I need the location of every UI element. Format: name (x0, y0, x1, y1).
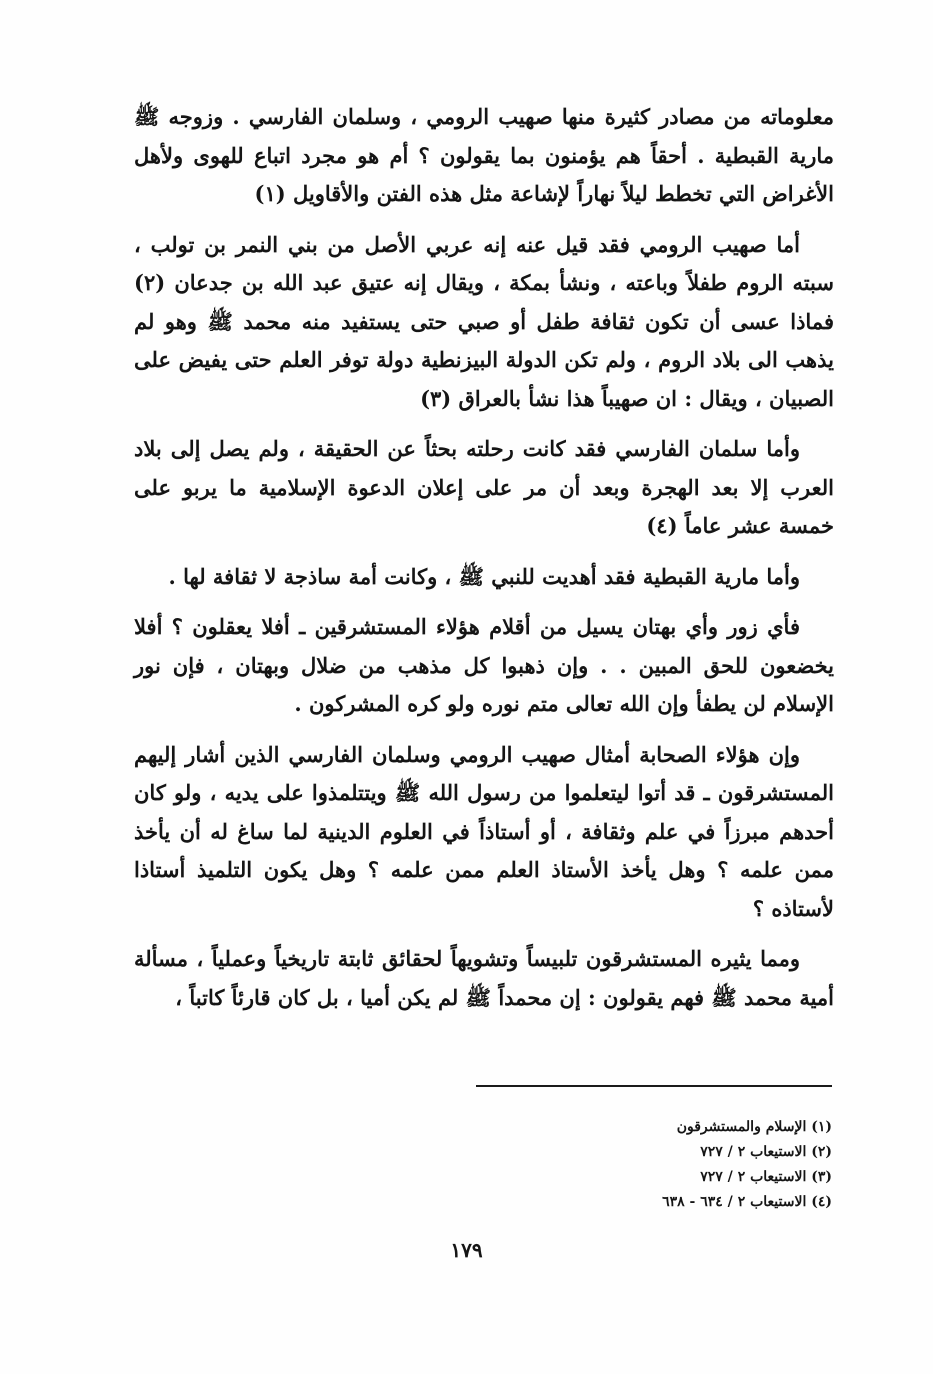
footnote-2: (٢) الاستيعاب ٢ / ٧٢٧ (700, 1144, 832, 1160)
paragraph-2: أما صهيب الرومي فقد قيل عنه إنه عربي الأصل من بني النمر بن تولب ، سبته الروم طفلاً وباعته ، ونشأ بمكة ، ويقال إنه عتيق عبد الله بن جدعان (٢) فماذا عسى أن تكون ثقافة طفل أو صبي حتى يستفيد منه محمد ﷺ وهو لم يذهب الى بلاد الروم ، ولم تكن الدولة البيزنطية دولة توفر العلم حتى يفيض على الصبيان ، ويقال : ان صهيباً هذا نشأ بالعراق (٣) (134, 231, 834, 411)
paragraph-1: معلوماته من مصادر كثيرة منها صهيب الرومي ، وسلمان الفارسي . وزوجه ﷺ مارية القبطية . أحقاً هم يؤمنون بما يقولون ؟ أم هو مجرد اتباع للهوى ولأهل الأغراض التي تخطط ليلاً نهاراً لإشاعة مثل هذه الفتن والأقاويل (١) (134, 104, 834, 206)
paragraph-3: وأما سلمان الفارسي فقد كانت رحلته بحثاً عن الحقيقة ، ولم يصل إلى بلاد العرب إلا بعد الهجرة وبعد أن مر على إعلان الدعوة الإسلامية ما يربو على خمسة عشر عاماً (٤) (134, 436, 834, 538)
paragraph-6: وإن هؤلاء الصحابة أمثال صهيب الرومي وسلمان الفارسي الذين أشار إليهم المستشرقون ـ قد أتوا ليتعلموا من رسول الله ﷺ ويتتلمذوا على يديه ، ولو كان أحدهم مبرزاً في علم وثقافة ، أو أستاذاً في العلوم الدينية لما ساغ له أن يأخذ ممن علمه ؟ وهل يأخذ الأستاذ العلم ممن علمه ؟ وهل يكون التلميذ أستاذا لأستاذه ؟ (134, 741, 834, 921)
paragraph-7: ومما يثيره المستشرقون تلبيساً وتشويهاً لحقائق ثابتة تاريخياً وعملياً ، مسألة أمية محمد ﷺ فهم يقولون : إن محمداً ﷺ لم يكن أميا ، بل كان قارئاً كاتباً ، (134, 946, 834, 1010)
footnotes (500, 1115, 832, 1215)
footnote-1: (١) الإسلام والمستشرقون (676, 1119, 832, 1135)
footnote-4: (٤) الاستيعاب ٢ / ٦٣٤ - ٦٣٨ (662, 1194, 832, 1210)
footnote-divider (476, 1085, 832, 1087)
paragraph-5: فأي زور وأي بهتان يسيل من أقلام هؤلاء المستشرقين ـ أفلا يعقلون ؟ أفلا يخضعون للحق المبين . . وإن ذهبوا كل مذهب من ضلال وبهتان ، فإن نور الإسلام لن يطفأ وإن الله تعالى متم نوره ولو كره المشركون . (134, 614, 834, 716)
paragraph-4: وأما مارية القبطية فقد أهديت للنبي ﷺ ، وكانت أمة ساذجة لا ثقافة لها . (168, 563, 800, 589)
footnote-3: (٣) الاستيعاب ٢ / ٧٢٧ (700, 1169, 832, 1185)
page-number: ١٧٩ (450, 1238, 483, 1262)
main-text (134, 98, 834, 1029)
